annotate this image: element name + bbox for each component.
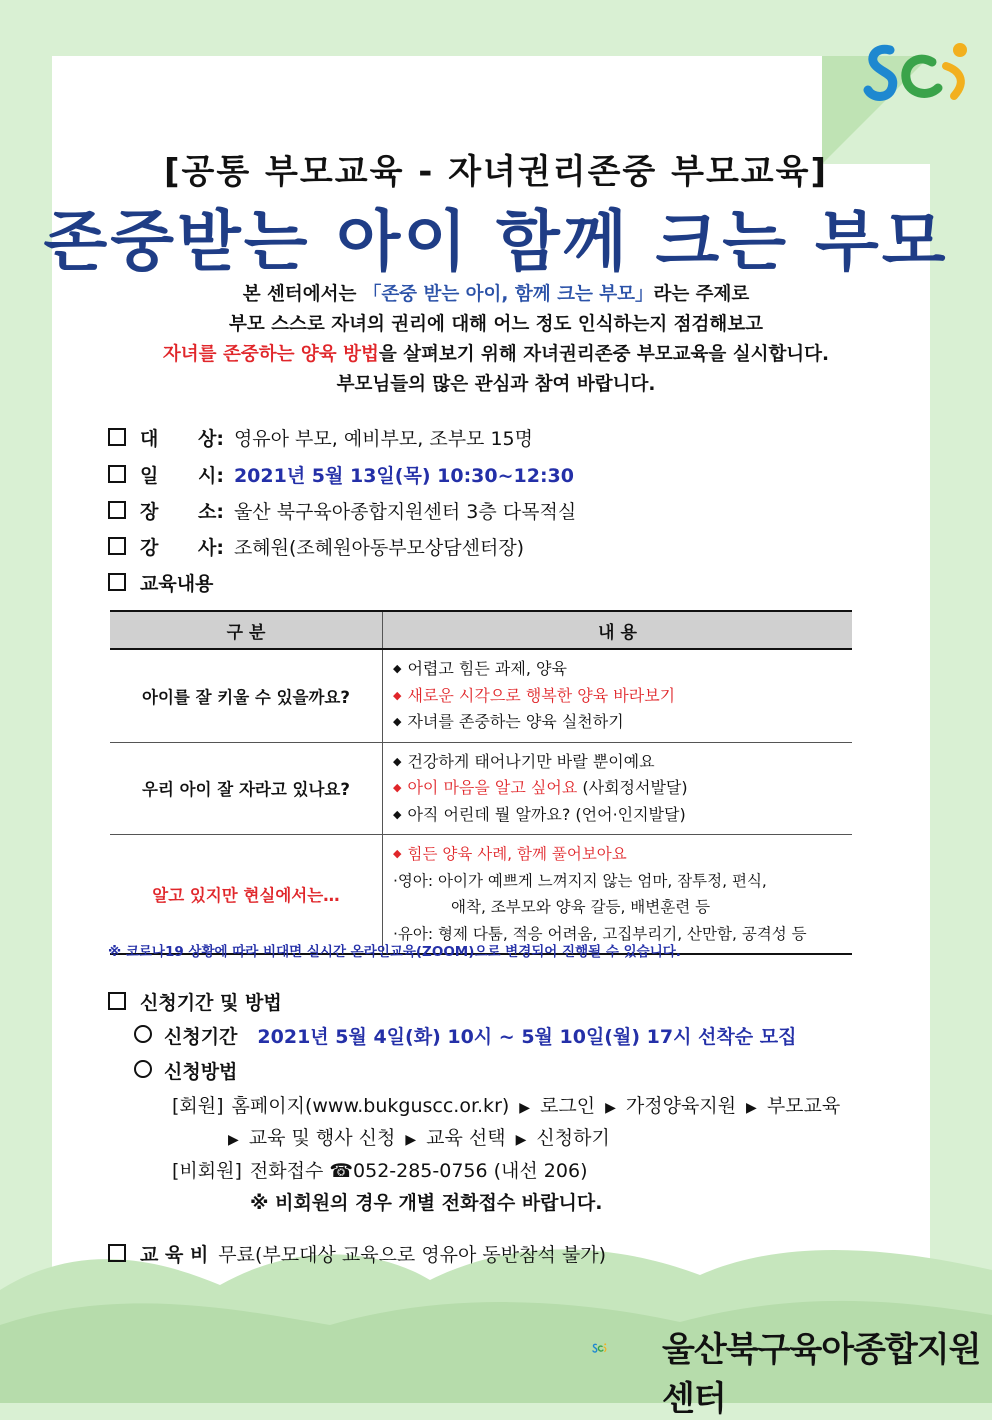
info-target: 대 상: 영유아 부모, 예비부모, 조부모 15명	[108, 424, 533, 451]
center-logo-icon	[592, 1318, 662, 1378]
info-fee: 교 육 비 무료(부모대상 교육으로 영유아 동반참석 불가)	[108, 1240, 606, 1267]
circle-bullet-icon	[134, 1025, 152, 1043]
table-row-content: ◆ 어렵고 힘든 과제, 양육 ◆ 새로운 시각으로 행복한 양육 바라보기 ◆ 자녀를 존중하는 양육 실천하기	[383, 649, 853, 742]
center-logo-icon	[862, 36, 978, 108]
apply-method: 신청방법	[134, 1057, 237, 1084]
checkbox-square-icon	[108, 465, 126, 483]
arrow-right-icon: ▶	[405, 1132, 417, 1148]
info-lecturer: 강 사: 조혜원(조혜원아동부모상담센터장)	[108, 533, 524, 560]
info-fee-value: 무료(부모대상 교육으로 영유아 동반참석 불가)	[218, 1244, 607, 1266]
intro-text: 부모 스스로 자녀의 권리에 대해 어느 정도 인식하는지 점검해보고	[228, 314, 764, 335]
intro-paragraph	[60, 280, 932, 400]
table-row-category: 알고 있지만 현실에서는…	[110, 835, 383, 955]
intro-method-highlight: 자녀를 존중하는 양육 방법	[162, 344, 379, 365]
intro-text: 부모님들의 많은 관심과 참여 바랍니다.	[336, 374, 656, 395]
arrow-right-icon: ▶	[515, 1132, 527, 1148]
table-row	[110, 742, 852, 835]
intro-theme-highlight: 「존중 받는 아이, 함께 크는 부모」	[362, 284, 654, 305]
apply-member-line2: ▶ 교육 및 행사 신청 ▶ 교육 선택 ▶ 신청하기	[228, 1127, 610, 1149]
apply-nonmember-note: ※ 비회원의 경우 개별 전화접수 바랍니다.	[250, 1192, 603, 1214]
apply-heading: 신청기간 및 방법	[108, 988, 282, 1015]
intro-text: 라는 주제로	[653, 284, 750, 305]
table-header-row	[110, 611, 852, 649]
intro-text: 을 살펴보기 위해 자녀권리존중 부모교육을 실시합니다.	[378, 344, 830, 365]
table-header-content: 내 용	[383, 611, 853, 649]
diamond-bullet-icon: ◆	[393, 847, 402, 860]
table-row-category: 아이를 잘 키울 수 있을까요?	[110, 649, 383, 742]
table-row-content: ◆ 힘든 양육 사례, 함께 풀어보아요 ·영아: 아이가 예쁘게 느껴지지 않는 엄마, 잠투정, 편식, 애착, 조부모와 양육 갈등, 배변훈련 등 ·유아: 형제 다툼, 적응 어려움, 고집부리기, 산만함, 공격성 등	[383, 835, 853, 955]
arrow-right-icon: ▶	[228, 1132, 239, 1148]
apply-period: 신청기간 2021년 5월 4일(화) 10시 ~ 5월 10일(월) 17시 선착순 모집	[134, 1022, 796, 1049]
content-table	[110, 610, 852, 955]
checkbox-square-icon	[108, 573, 126, 591]
info-content-heading: 교육내용	[108, 569, 213, 596]
info-date: 일 시: 2021년 5월 13일(목) 10:30~12:30	[108, 461, 574, 488]
checkbox-square-icon	[108, 537, 126, 555]
diamond-bullet-icon: ◆	[393, 754, 402, 768]
table-row	[110, 649, 852, 742]
diamond-bullet-icon: ◆	[393, 715, 402, 728]
info-date-value: 2021년 5월 13일(목) 10:30~12:30	[233, 465, 575, 487]
diamond-bullet-icon: ◆	[393, 662, 402, 675]
info-place-value: 울산 북구육아종합지원센터 3층 다목적실	[233, 501, 577, 523]
intro-text: 본 센터에서는	[242, 284, 363, 305]
info-target-value: 영유아 부모, 예비부모, 조부모 15명	[233, 428, 533, 450]
checkbox-square-icon	[108, 1244, 126, 1262]
covid-notice: ※ 코로나19 상황에 따라 비대면 실시간 온라인교육(ZOOM)으로 변경되어 진행될 수 있습니다.	[108, 944, 681, 960]
checkbox-square-icon	[108, 501, 126, 519]
table-row-content: ◆ 건강하게 태어나기만 바랄 뿐이예요 ◆ 아이 마음을 알고 싶어요 (사회정서발달) ◆ 아직 어린데 뭘 알까요? (언어·인지발달)	[383, 742, 853, 835]
table-row-category: 우리 아이 잘 자라고 있나요?	[110, 742, 383, 835]
checkbox-square-icon	[108, 992, 126, 1010]
checkbox-square-icon	[108, 428, 126, 446]
table-header-category: 구 분	[110, 611, 383, 649]
apply-member-line1: [회원] 홈페이지(www.bukguscc.or.kr) ▶ 로그인 ▶ 가정양육지원 ▶ 부모교육	[172, 1095, 841, 1117]
arrow-right-icon: ▶	[605, 1100, 616, 1116]
diamond-bullet-icon: ◆	[393, 688, 402, 702]
center-name-logotype: 울산북구육아종합지원센터	[662, 1330, 981, 1419]
circle-bullet-icon	[134, 1060, 152, 1078]
arrow-right-icon: ▶	[746, 1100, 757, 1116]
info-lecturer-value: 조혜원(조혜원아동부모상담센터장)	[233, 537, 525, 559]
apply-period-value: 2021년 5월 4일(화) 10시 ~ 5월 10일(월) 17시 선착순 모집	[257, 1026, 797, 1048]
program-title: 존중받는 아이 함께 크는 부모	[43, 203, 949, 280]
apply-nonmember: [비회원] 전화접수 ☎052-285-0756 (내선 206)	[172, 1160, 588, 1182]
program-subtitle: [공통 부모교육 - 자녀권리존중 부모교육]	[163, 152, 829, 192]
diamond-bullet-icon: ◆	[393, 807, 402, 821]
diamond-bullet-icon: ◆	[393, 781, 402, 794]
table-row	[110, 835, 852, 955]
arrow-right-icon: ▶	[519, 1100, 531, 1116]
info-place: 장 소: 울산 북구육아종합지원센터 3층 다목적실	[108, 497, 576, 524]
